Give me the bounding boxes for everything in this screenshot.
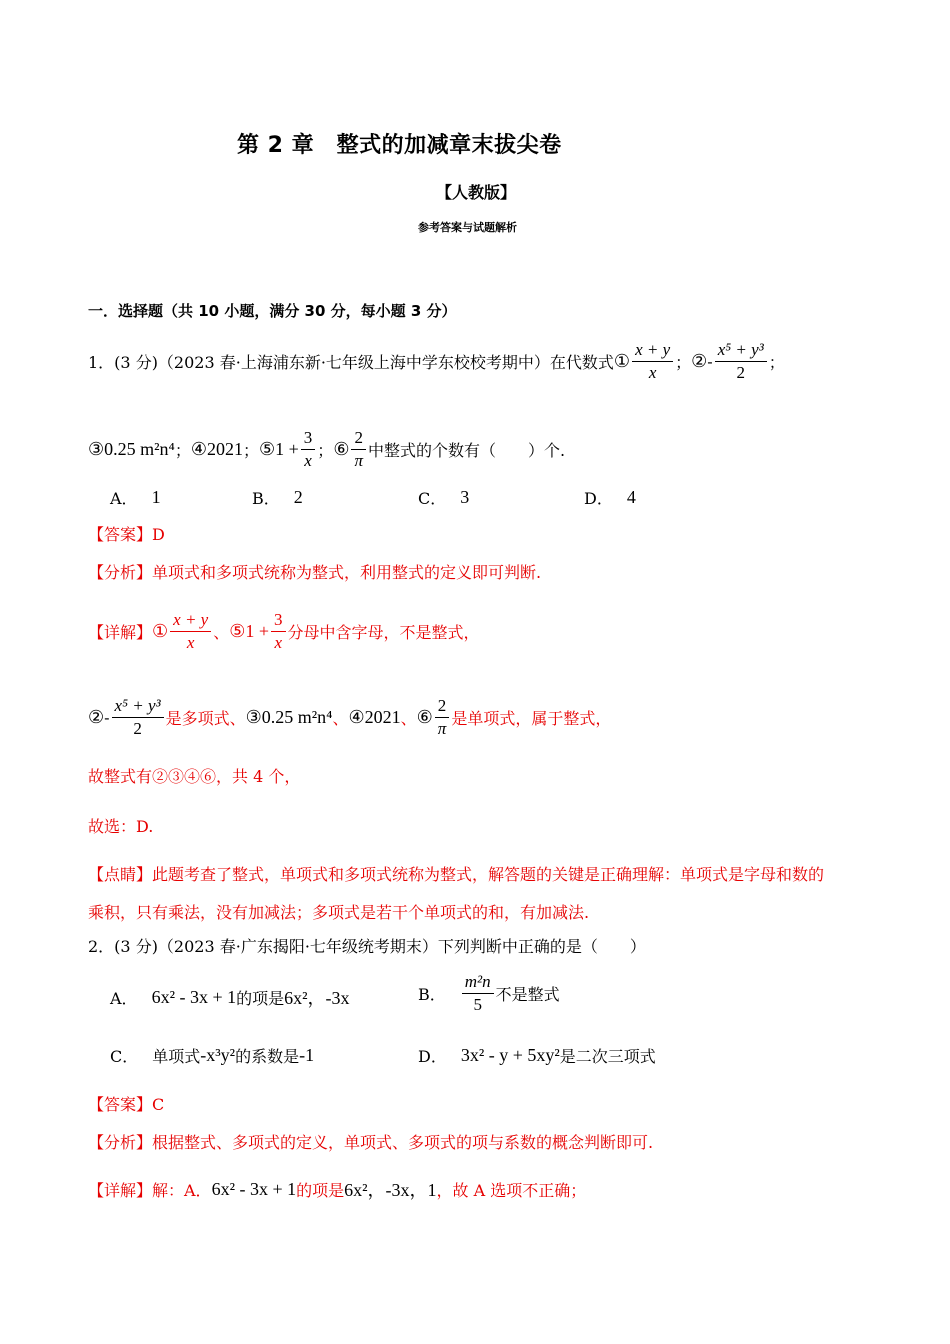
detail-label: 【详解】	[88, 622, 153, 642]
minus-sign: -	[707, 351, 713, 371]
expr-0.25m2n4: 0.25 m²n⁴	[104, 438, 175, 459]
edition-label: 【人教版】	[436, 183, 517, 202]
question-1-stem	[88, 336, 785, 386]
option-text: 的项是	[236, 988, 285, 1008]
separator: 、	[400, 708, 417, 728]
fraction-3-over-x	[301, 428, 316, 470]
option-label: D．	[584, 489, 613, 508]
fraction-m2n-over-5	[462, 972, 494, 1014]
fraction-denominator: 5	[473, 994, 482, 1014]
q2-option-c	[110, 1044, 314, 1067]
q2-detail	[88, 1176, 586, 1202]
fraction-x5-y3-over-2	[112, 696, 164, 738]
option-value: 3	[460, 487, 470, 507]
question-1-stem-line2	[88, 424, 565, 474]
circle-3-icon: ③	[88, 438, 105, 460]
fraction-2-over-pi	[351, 428, 366, 470]
q2-option-b	[418, 972, 560, 1014]
fraction-denominator: x	[186, 632, 195, 652]
circle-2-icon: ②	[691, 350, 708, 372]
expr-2021: 2021	[364, 706, 401, 727]
question-1-tail: 中整式的个数有（ ）个.	[367, 440, 566, 460]
q1-option-a	[110, 486, 161, 509]
circle-1-icon: ①	[152, 620, 169, 642]
fraction-numerator: 3	[271, 610, 286, 632]
q1-answer: 【答案】D	[88, 525, 165, 544]
q1-option-b	[252, 486, 303, 509]
fraction-x-plus-y-over-x	[632, 340, 673, 382]
q1-choose: 故选：D.	[88, 817, 154, 836]
fraction-numerator: x + y	[632, 340, 673, 362]
circle-3-icon: ③	[245, 706, 262, 728]
option-value: 2	[293, 487, 303, 507]
fraction-denominator: x	[304, 450, 312, 470]
q2-option-a	[110, 984, 350, 1010]
q1-point-line2: 乘积，只有乘法，没有加减法；多项式是若干个单项式的和，有加减法.	[88, 903, 590, 922]
section-heading: 一．选择题（共 10 小题，满分 30 分，每小题 3 分）	[88, 302, 457, 320]
detail-expr: 6x² - 3x + 1	[211, 1178, 297, 1199]
circle-5-icon: ⑤	[259, 438, 276, 460]
detail-text: 的项是	[296, 1180, 345, 1200]
q1-detail-line2	[88, 692, 611, 742]
separator: ；	[242, 440, 259, 460]
q1-point-line1: 【点睛】此题考查了整式，单项式和多项式统称为整式，解答题的关键是正确理解：单项式是字母和数的	[88, 865, 825, 884]
subtitle: 参考答案与试题解析	[418, 221, 517, 234]
q1-option-d	[584, 486, 636, 509]
fraction-numerator: x + y	[170, 610, 211, 632]
option-value: 1	[151, 487, 161, 507]
q2-analysis: 【分析】根据整式、多项式的定义，单项式、多项式的项与系数的概念判断即可.	[88, 1133, 654, 1152]
fraction-denominator: x	[648, 362, 657, 382]
separator: ；	[675, 352, 692, 372]
fraction-numerator: 2	[351, 428, 366, 450]
option-label: B．	[418, 984, 446, 1004]
page-title: 第 2 章 整式的加减章末拔尖卷	[237, 133, 562, 158]
separator: 、	[332, 708, 349, 728]
option-label: B．	[252, 489, 280, 508]
fraction-denominator: 2	[736, 362, 745, 382]
expr-2021: 2021	[206, 438, 243, 459]
option-label: D．	[418, 1047, 447, 1066]
fraction-x5-y3-over-2	[715, 340, 767, 382]
circle-2-icon: ②	[88, 706, 105, 728]
option-text: 的系数是	[235, 1047, 300, 1066]
expr-0.25m2n4: 0.25 m²n⁴	[261, 706, 333, 727]
circle-6-icon: ⑥	[416, 706, 433, 728]
option-expr: -x³y²	[200, 1045, 236, 1065]
question-2-stem: 2．(3 分)（2023 春·广东揭阳·七年级统考期末）下列判断中正确的是（ ）	[88, 937, 646, 956]
detail-label: 【详解】解：A．	[88, 1180, 212, 1200]
q1-analysis: 【分析】单项式和多项式统称为整式，利用整式的定义即可判断.	[88, 563, 542, 582]
fraction-numerator: x⁵ + y³	[715, 340, 767, 362]
circle-5-icon: ⑤	[229, 620, 246, 642]
circle-4-icon: ④	[348, 706, 365, 728]
fraction-denominator: 2	[133, 718, 142, 738]
option-text: 单项式	[152, 1047, 201, 1066]
option-expr: 6x² - 3x + 1	[151, 986, 237, 1007]
question-1-text: 1．(3 分)（2023 春·上海浦东新·七年级上海中学东校校考期中）在代数式	[88, 352, 614, 372]
q1-conclude: 故整式有②③④⑥，共 4 个，	[88, 767, 301, 786]
detail-text: 是单项式，属于整式，	[451, 708, 612, 728]
q2-option-d	[418, 1044, 656, 1067]
expr-1-plus: 1 +	[275, 438, 299, 459]
separator: 、	[213, 622, 230, 642]
fraction-numerator: x⁵ + y³	[112, 696, 164, 718]
fraction-2-over-pi	[435, 696, 450, 738]
detail-tail: ，故 A 选项不正确；	[436, 1180, 587, 1200]
fraction-denominator: π	[437, 718, 447, 738]
option-value: 4	[626, 487, 636, 507]
circle-1-icon: ①	[613, 350, 631, 372]
separator: ；	[768, 352, 785, 372]
option-text: 是二次三项式	[559, 1047, 656, 1066]
q1-option-c	[418, 486, 469, 509]
fraction-denominator: π	[354, 450, 363, 470]
fraction-x-plus-y-over-x	[170, 610, 211, 652]
option-text: 不是整式	[495, 984, 560, 1004]
fraction-3-over-x	[271, 610, 286, 652]
q1-detail-line1	[88, 606, 480, 656]
fraction-numerator: m²n	[462, 972, 494, 994]
detail-tail: 分母中含字母，不是整式，	[287, 622, 480, 642]
option-expr: 3x² - y + 5xy²	[460, 1045, 560, 1065]
separator: ；	[174, 440, 191, 460]
circle-4-icon: ④	[190, 438, 207, 460]
detail-terms: 6x²，-3x，1	[344, 1180, 437, 1200]
detail-text: 是多项式、	[165, 708, 246, 728]
option-terms: 6x²，-3x	[284, 988, 350, 1008]
fraction-numerator: 3	[301, 428, 316, 450]
minus-sign: -	[104, 707, 110, 727]
option-label: A．	[110, 489, 138, 508]
fraction-numerator: 2	[435, 696, 450, 718]
option-label: C．	[418, 489, 447, 508]
option-label: A．	[110, 988, 138, 1008]
option-value: -1	[299, 1045, 315, 1065]
separator: ；	[317, 440, 334, 460]
option-label: C．	[110, 1047, 139, 1066]
expr-1-plus: 1 +	[245, 620, 270, 641]
fraction-denominator: x	[274, 632, 283, 652]
circle-6-icon: ⑥	[333, 438, 350, 460]
q2-answer: 【答案】C	[88, 1095, 165, 1114]
